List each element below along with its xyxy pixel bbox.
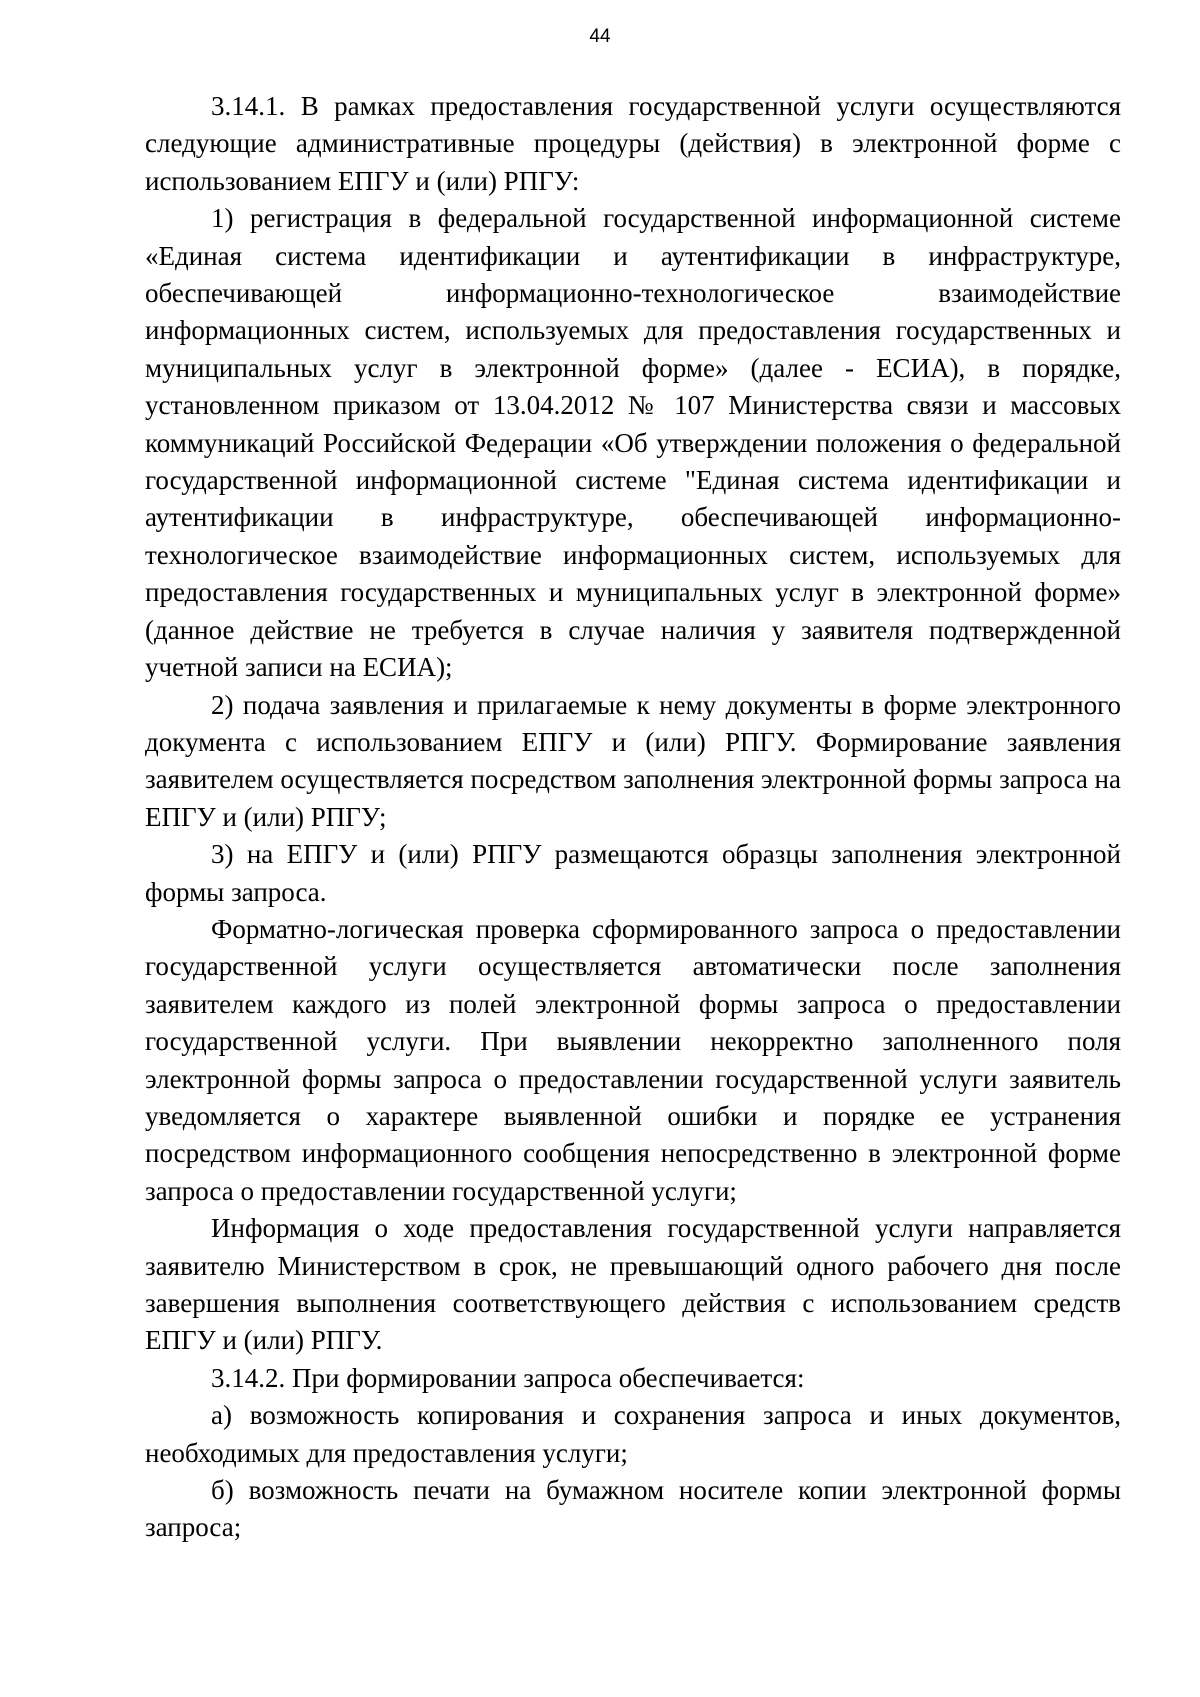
paragraph-format-logical-check: Форматно-логическая проверка сформированного запроса о предоставлении государственной услуги осуществляется автоматически после заполнения заявителем каждого из полей электронной формы запроса о предоставлении государственной услуги. При выявлении некорректно заполненного поля электронной формы запроса о предоставлении государственной услуги заявитель уведомляется о характере выявленной ошибки и порядке ее устранения посредством информационного сообщения непосредственно в электронной форме запроса о предоставлении государственной услуги;	[145, 913, 1121, 1206]
paragraph-progress-information: Информация о ходе предоставления государственной услуги направляется заявителю Министерством в срок, не превышающий одного рабочего дня после завершения выполнения соответствующего действия с использованием средств ЕПГУ и (или) РПГУ.	[145, 1213, 1121, 1356]
page-number: 44	[589, 26, 611, 47]
document-body	[145, 88, 1121, 1547]
paragraph-item-3-form-samples: 3) на ЕПГУ и (или) РПГУ размещаются образцы заполнения электронной формы запроса.	[145, 839, 1121, 907]
paragraph-item-2-application-submission: 2) подача заявления и прилагаемые к нему документы в форме электронного документа с использованием ЕПГУ и (или) РПГУ. Формирование заявления заявителем осуществляется посредством заполнения электронной формы запроса на ЕПГУ и (или) РПГУ;	[145, 689, 1121, 832]
paragraph-3-14-2: 3.14.2. При формировании запроса обеспечивается:	[211, 1362, 805, 1393]
paragraph-item-b-print: б) возможность печати на бумажном носителе копии электронной формы запроса;	[145, 1475, 1121, 1543]
paragraph-3-14-1: 3.14.1. В рамках предоставления государственной услуги осуществляются следующие административные процедуры (действия) в электронной форме с использованием ЕПГУ и (или) РПГУ:	[145, 91, 1121, 196]
paragraph-item-a-copy-save: а) возможность копирования и сохранения запроса и иных документов, необходимых для предоставления услуги;	[145, 1400, 1121, 1468]
paragraph-item-1-esia-registration: 1) регистрация в федеральной государственной информационной системе «Единая система идентификации и аутентификации в инфраструктуре, обеспечивающей информационно-технологическое взаимодействие информационных систем, используемых для предоставления государственных и муниципальных услуг в электронной форме» (далее - ЕСИА), в порядке, установленном приказом от 13.04.2012 № 107 Министерства связи и массовых коммуникаций Российской Федерации «Об утверждении положения о федеральной государственной информационной системе "Единая система идентификации и аутентификации в инфраструктуре, обеспечивающей информационно-технологическое взаимодействие информационных систем, используемых для предоставления государственных и муниципальных услуг в электронной форме» (данное действие не требуется в случае наличия у заявителя подтвержденной учетной записи на ЕСИА);	[145, 203, 1121, 683]
